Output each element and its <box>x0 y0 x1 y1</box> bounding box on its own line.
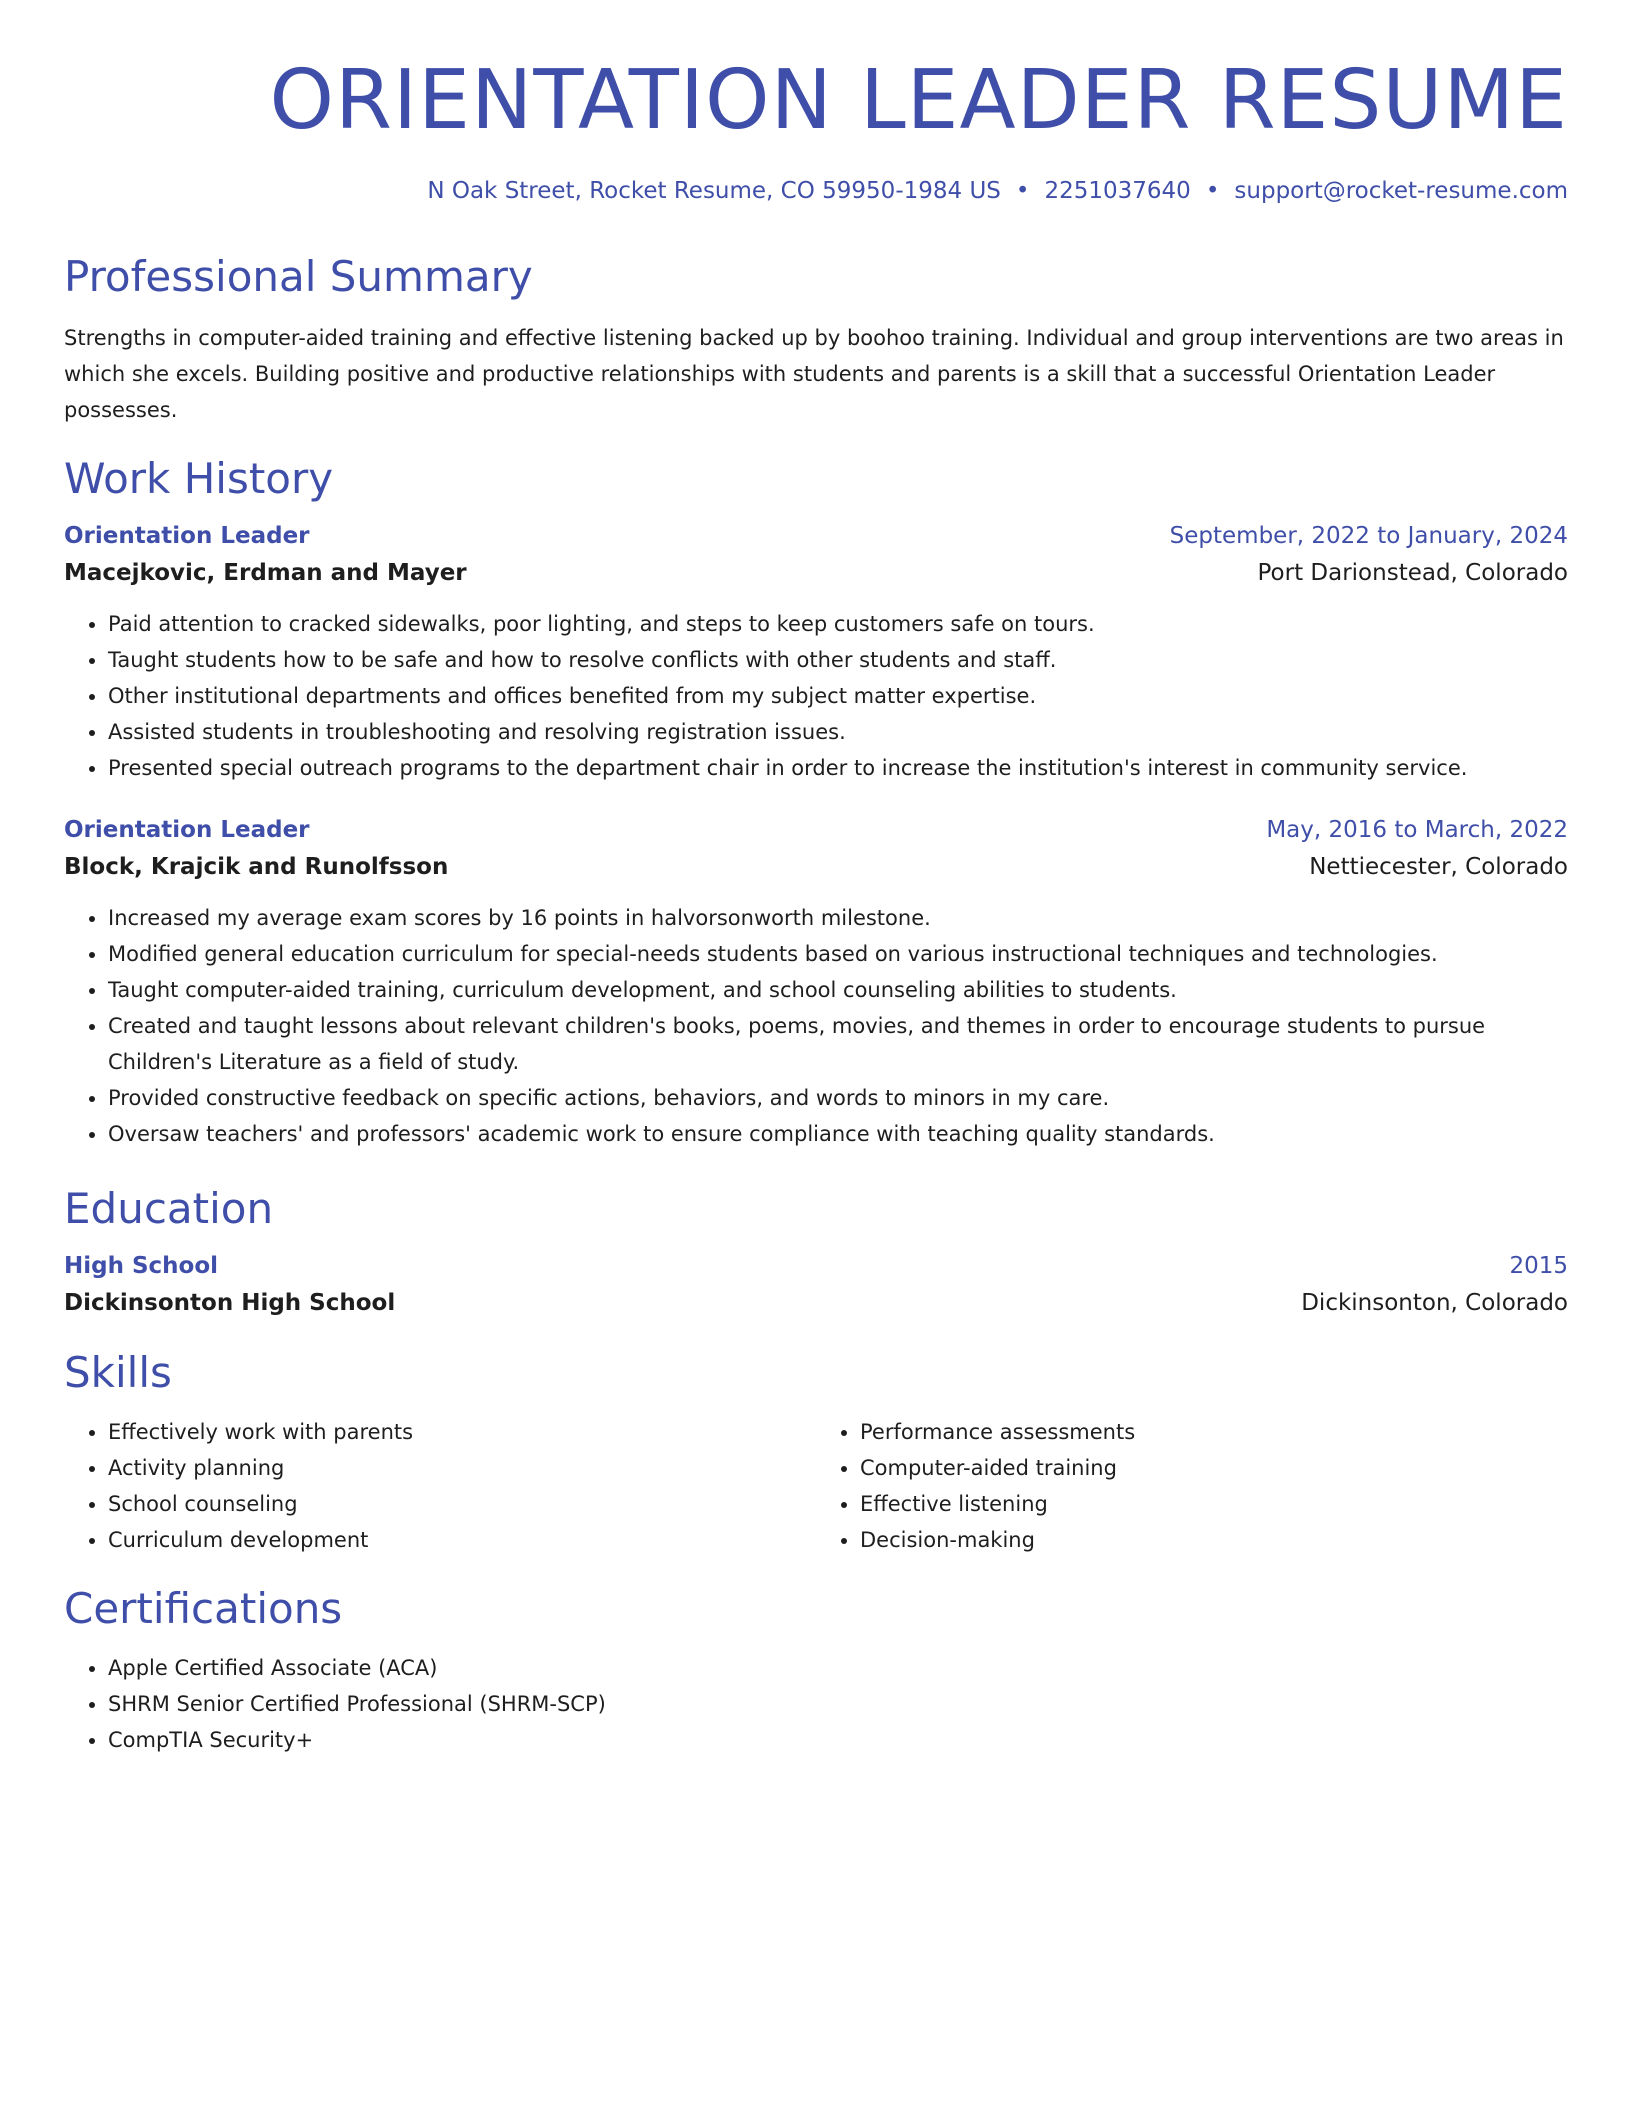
resume-page <box>64 0 1568 1758</box>
summary-text: Strengths in computer-aided training and effective listening backed up by boohoo training. Individual and group interventions are two areas in which she excels. Building positive and productive relationships with students and parents is a skill that a successful Orientation Leader possesses. <box>64 326 1564 422</box>
job-bullet: • Taught students how to be safe and how to resolve conflicts with other students and staff. <box>108 642 1568 678</box>
education-school: Dickinsonton High School <box>64 1290 396 1316</box>
certification-item: • Apple Certified Associate (ACA) <box>108 1650 1568 1686</box>
work-history-heading: Work History <box>64 454 334 503</box>
contact-phone[interactable]: 2251037640 <box>1044 178 1191 204</box>
skill-item: • Effectively work with parents <box>108 1414 816 1450</box>
education-location: Dickinsonton, Colorado <box>1301 1290 1568 1316</box>
job-title: Orientation Leader <box>64 817 310 843</box>
education-heading: Education <box>64 1184 274 1233</box>
skill-item: • Effective listening <box>860 1486 1568 1522</box>
certifications-heading: Certifications <box>64 1584 343 1633</box>
resume-title: ORIENTATION LEADER RESUME <box>269 53 1568 148</box>
contact-address: N Oak Street, Rocket Resume, CO 59950-1984 US <box>427 178 1001 204</box>
contact-line <box>64 176 1568 206</box>
job-bullet: • Assisted students in troubleshooting and resolving registration issues. <box>108 714 1568 750</box>
job-location: Nettiecester, Colorado <box>1309 854 1568 880</box>
contact-email[interactable]: support@rocket-resume.com <box>1234 178 1568 204</box>
job-entry <box>64 812 1568 1152</box>
job-bullet: • Paid attention to cracked sidewalks, poor lighting, and steps to keep customers safe on tours. <box>108 606 1568 642</box>
education-entry <box>64 1248 1568 1322</box>
job-bullet: • Modified general education curriculum for special-needs students based on various instructional techniques and technologies. <box>108 936 1568 972</box>
skill-item: • Computer-aided training <box>860 1450 1568 1486</box>
job-bullet: • Oversaw teachers' and professors' academic work to ensure compliance with teaching quality standards. <box>108 1116 1568 1152</box>
skill-item: • Performance assessments <box>860 1414 1568 1450</box>
job-entry <box>64 518 1568 786</box>
summary-heading: Professional Summary <box>64 252 533 301</box>
certification-item: • CompTIA Security+ <box>108 1722 1568 1758</box>
skills-column-right <box>816 1414 1568 1558</box>
job-location: Port Darionstead, Colorado <box>1257 560 1568 586</box>
job-bullet: • Presented special outreach programs to the department chair in order to increase the institution's interest in community service. <box>108 750 1568 786</box>
certification-item: • SHRM Senior Certified Professional (SHRM-SCP) <box>108 1686 1568 1722</box>
contact-separator: • <box>1015 178 1030 204</box>
skill-item: • Curriculum development <box>108 1522 816 1558</box>
job-bullet: • Increased my average exam scores by 16 points in halvorsonworth milestone. <box>108 900 1568 936</box>
skill-item: • School counseling <box>108 1486 816 1522</box>
job-company: Block, Krajcik and Runolfsson <box>64 854 449 880</box>
job-bullet: • Provided constructive feedback on specific actions, behaviors, and words to minors in my care. <box>108 1080 1568 1116</box>
job-bullet: • Other institutional departments and offices benefited from my subject matter expertise. <box>108 678 1568 714</box>
education-degree: High School <box>64 1253 219 1279</box>
job-dates: September, 2022 to January, 2024 <box>1169 523 1568 549</box>
job-bullet: • Created and taught lessons about relevant children's books, poems, movies, and themes in order to encourage students to pursue Children's Literature as a field of study. <box>108 1008 1568 1080</box>
certifications-list <box>64 1650 1568 1758</box>
skill-item: • Activity planning <box>108 1450 816 1486</box>
job-company: Macejkovic, Erdman and Mayer <box>64 560 467 586</box>
skills-list <box>64 1414 1568 1558</box>
contact-separator: • <box>1205 178 1220 204</box>
job-bullets <box>64 606 1568 786</box>
job-title: Orientation Leader <box>64 523 310 549</box>
job-bullet: • Taught computer-aided training, curriculum development, and school counseling abilities to students. <box>108 972 1568 1008</box>
job-dates: May, 2016 to March, 2022 <box>1266 817 1568 843</box>
job-bullets <box>64 900 1568 1152</box>
skills-heading: Skills <box>64 1348 172 1397</box>
skill-item: • Decision-making <box>860 1522 1568 1558</box>
skills-column-left <box>64 1414 816 1558</box>
education-year: 2015 <box>1509 1253 1568 1279</box>
